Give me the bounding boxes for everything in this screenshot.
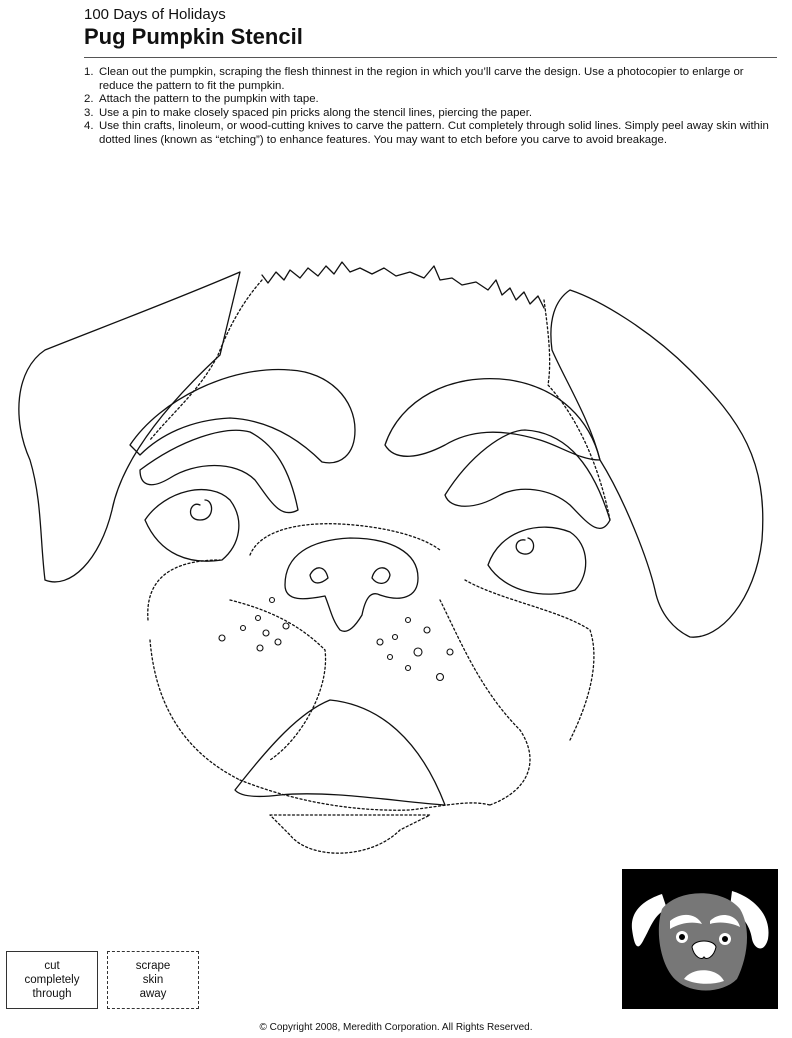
instruction-item: 3. Use a pin to make closely spaced pin pricks along the stencil lines, piercing the paper. — [84, 106, 533, 119]
legend-cut: cut completely through — [6, 951, 98, 1009]
right-ear — [551, 290, 763, 637]
instruction-text: Use thin crafts, linoleum, or wood-cutting knives to carve the pattern. Cut completely through solid lines. Simply peel away skin within dotted lines (known as “etching”) to enhance features. You may want to etch before you carve to avoid breakage. — [99, 120, 769, 146]
instruction-item: 2. Attach the pattern to the pumpkin with tape. — [84, 93, 319, 106]
left-ear — [19, 272, 240, 582]
left-eye — [145, 490, 239, 562]
pug-preview-image — [622, 869, 778, 1009]
instruction-text: Clean out the pumpkin, scraping the flesh thinnest in the region in which you’ll carve the design. Use a photocopier to enlarge or reduce the pattern to fit the pumpkin. — [99, 66, 744, 92]
chin-etch — [270, 815, 430, 853]
left-nostril — [310, 568, 328, 583]
right-wrinkle — [445, 430, 610, 528]
instruction-text: Attach the pattern to the pumpkin with tape. — [99, 93, 319, 106]
instruction-text: Use a pin to make closely spaced pin pricks along the stencil lines, piercing the paper. — [99, 106, 533, 119]
nose — [285, 538, 418, 631]
right-brow — [385, 379, 600, 460]
right-nostril — [372, 568, 390, 583]
left-wrinkle — [140, 430, 298, 512]
right-eye — [488, 527, 586, 594]
pug-stencil-drawing — [0, 250, 792, 870]
left-brow — [130, 370, 355, 463]
page-title: Pug Pumpkin Stencil — [84, 24, 303, 49]
instruction-item: 1. Clean out the pumpkin, scraping the flesh thinnest in the region in which you’ll carve the design. Use a photocopier to enlarge or reduce the pattern to fit the pumpkin. — [84, 66, 744, 92]
muzzle-etch — [148, 524, 594, 811]
head-fur-zigzag — [262, 262, 544, 308]
legend-scrape: scrape skin away — [107, 951, 199, 1009]
copyright-notice: © Copyright 2008, Meredith Corporation. All Rights Reserved. — [259, 1022, 533, 1033]
left-eye-highlight — [191, 500, 212, 520]
head-outline-etch — [150, 280, 610, 520]
series-title: 100 Days of Holidays — [84, 6, 226, 23]
whisker-dots — [219, 598, 453, 681]
title-divider — [84, 57, 777, 58]
right-eye-highlight — [516, 538, 533, 554]
instructions-list — [84, 66, 774, 148]
instruction-item: 4. Use thin crafts, linoleum, or wood-cutting knives to carve the pattern. Cut completely through solid lines. Simply peel away skin within dotted lines (known as “etching”) to enhance features. You may want to etch before you carve to avoid breakage. — [84, 120, 769, 146]
